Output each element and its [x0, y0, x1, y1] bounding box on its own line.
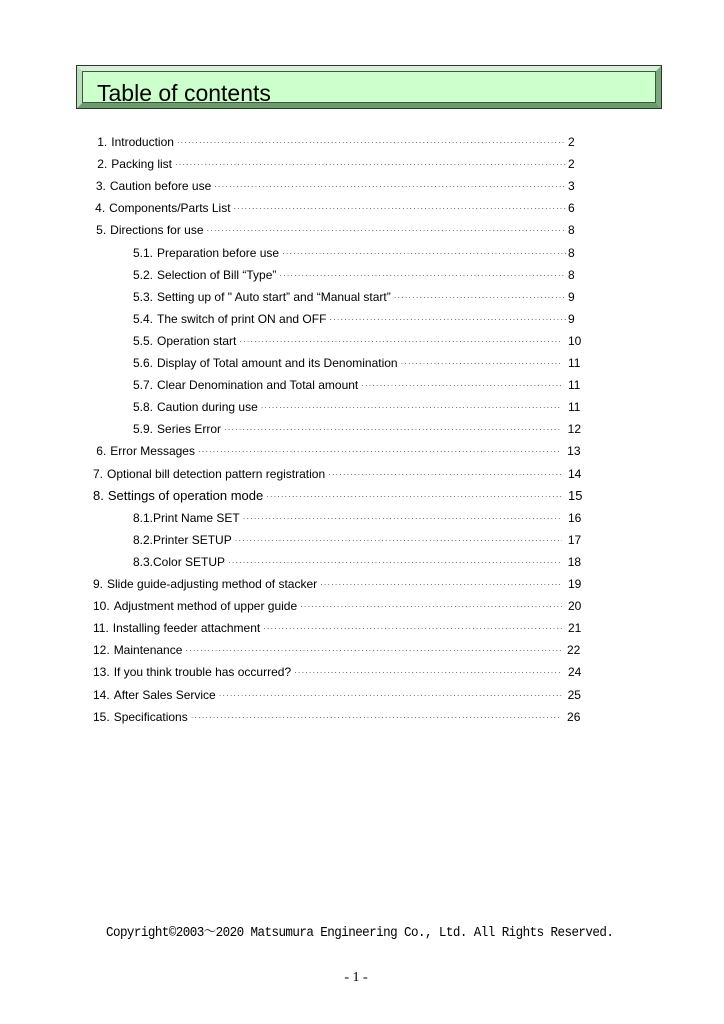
dot-leader [320, 575, 562, 595]
toc-entry-page: 18 [567, 554, 582, 569]
toc-entry-page: 8 [568, 267, 575, 282]
toc-entry-number: 14. [93, 687, 110, 702]
dot-leader [235, 531, 562, 551]
toc-entry-number: 8.1. [133, 510, 154, 525]
dot-leader [243, 509, 562, 529]
toc-entry-label: Caution before use [109, 179, 212, 194]
toc-entry-page: 11 [568, 356, 581, 370]
toc-entry-number: 8.2. [133, 532, 154, 547]
toc-entry[interactable] [93, 176, 574, 196]
dot-leader [329, 310, 566, 330]
toc-entry-label: Adjustment method of upper guide [113, 599, 298, 614]
toc-entry-page: 17 [567, 532, 582, 547]
toc-entry[interactable] [93, 618, 582, 638]
toc-entry[interactable] [93, 486, 583, 506]
toc-entry-label: Specifications [113, 709, 188, 724]
toc-entry-label: Setting up of " Auto start” and “Manual start” [157, 289, 391, 304]
toc-entry[interactable] [93, 132, 574, 152]
toc-entry-number: 5. [96, 223, 107, 238]
toc-entry[interactable] [133, 243, 574, 263]
dot-leader [328, 465, 562, 485]
toc-entry-number: 5.8. [133, 400, 154, 415]
toc-entry-label: Error Messages [110, 444, 195, 459]
toc-entry-page: 8 [568, 223, 575, 238]
toc-entry-number: 9. [93, 577, 104, 591]
toc-entry-page: 8 [568, 245, 575, 260]
toc-entry-number: 5.3. [133, 289, 154, 304]
title-inner-panel [82, 71, 656, 106]
dot-leader [266, 487, 562, 507]
toc-entry-page: 25 [567, 687, 581, 702]
toc-entry[interactable] [133, 397, 581, 417]
toc-entry[interactable] [93, 640, 581, 660]
toc-entry-page: 15 [567, 487, 583, 503]
dot-leader [224, 420, 562, 440]
toc-entry-page: 12 [567, 422, 582, 437]
toc-entry-number: 15. [93, 709, 110, 724]
toc-entry-page: 2 [568, 135, 575, 149]
toc-entry-label: Operation start [157, 333, 237, 348]
dot-leader [198, 442, 561, 462]
toc-entry-page: 9 [568, 311, 575, 326]
toc-entry-number: 5.1. [133, 245, 154, 260]
toc-entry[interactable] [133, 508, 582, 528]
toc-entry-number: 11. [93, 621, 109, 636]
toc-entry-page: 21 [568, 621, 582, 636]
toc-entry[interactable] [133, 530, 582, 550]
toc-entry-number: 5.4. [133, 311, 154, 326]
toc-entry[interactable] [93, 464, 582, 484]
toc-entry-label: Series Error [157, 422, 222, 437]
toc-entry-page: 6 [568, 201, 575, 216]
toc-entry-number: 5.7. [133, 378, 154, 393]
toc-entry[interactable] [93, 662, 582, 682]
dot-leader [219, 686, 562, 706]
toc-entry-label: Display of Total amount and its Denomination [157, 356, 398, 370]
toc-entry-page: 14 [568, 466, 582, 481]
toc-entry[interactable] [93, 220, 574, 240]
toc-entry-number: 10. [93, 599, 110, 614]
toc-entry-page: 26 [567, 709, 581, 724]
toc-entry-label: Slide guide-adjusting method of stacker [107, 577, 318, 591]
toc-entry-number: 12. [93, 643, 110, 658]
dot-leader [207, 221, 566, 241]
toc-entry-number: 5.2. [133, 267, 154, 282]
toc-entry[interactable] [93, 441, 581, 461]
toc-entry-number: 13. [93, 665, 110, 680]
toc-entry-label: Caution during use [157, 400, 258, 415]
toc-entry[interactable] [133, 287, 574, 307]
dot-leader [401, 354, 562, 374]
toc-entry-label: Print Name SET [153, 510, 240, 525]
toc-entry[interactable] [93, 574, 582, 594]
toc-entry-page: 3 [568, 179, 575, 194]
toc-entry-number: 5.9. [133, 422, 154, 437]
toc-entry-label: If you think trouble has occurred? [113, 665, 292, 680]
toc-entry[interactable] [133, 309, 574, 329]
toc-entry-label: Color SETUP [153, 554, 226, 569]
toc-entry[interactable] [133, 375, 581, 395]
dot-leader [177, 133, 566, 153]
dot-leader [191, 708, 561, 728]
toc-entry-page: 20 [568, 599, 582, 614]
dot-leader [261, 398, 562, 418]
toc-entry-page: 11 [568, 378, 581, 393]
toc-entry[interactable] [133, 353, 581, 373]
toc-entry[interactable] [93, 707, 581, 727]
toc-entry-page: 13 [567, 444, 581, 459]
dot-leader [294, 663, 562, 683]
dot-leader [282, 244, 566, 264]
toc-entry-number: 8. [93, 487, 104, 503]
toc-entry-number: 4. [95, 201, 106, 216]
toc-entry-page: 24 [568, 665, 582, 680]
toc-entry-label: Packing list [111, 157, 172, 172]
toc-entry-number: 2. [97, 157, 108, 172]
toc-entry-label: Components/Parts List [109, 201, 231, 216]
dot-leader [263, 619, 562, 639]
toc-entry-number: 6. [96, 444, 107, 459]
dot-leader [361, 376, 562, 396]
toc-entry-page: 10 [567, 333, 582, 348]
toc-entry[interactable] [93, 198, 574, 218]
toc-entry-label: Introduction [111, 135, 174, 149]
toc-entry[interactable] [133, 419, 582, 439]
toc-entry-label: Maintenance [113, 643, 183, 658]
toc-entry-number: 1. [97, 135, 108, 149]
toc-entry-label: The switch of print ON and OFF [157, 311, 327, 326]
toc-entry[interactable] [93, 596, 582, 616]
copyright-notice: Copyright©2003～2020 Matsumura Engineering Co., Ltd. All Rights Reserved. [106, 926, 614, 941]
toc-entry-label: Optional bill detection pattern registration [107, 466, 326, 481]
toc-entry-page: 22 [566, 643, 581, 658]
toc-entry[interactable] [93, 154, 574, 174]
dot-leader [279, 266, 566, 286]
toc-entry-label: Settings of operation mode [107, 487, 264, 503]
page-title: Table of contents [97, 80, 271, 106]
dot-leader [234, 199, 566, 219]
toc-entry-label: Selection of Bill “Type” [157, 267, 277, 282]
toc-entry-number: 7. [93, 466, 104, 481]
toc-entry-number: 5.6. [133, 356, 154, 370]
toc-entry-page: 16 [568, 510, 582, 525]
toc-entry-label: Directions for use [110, 223, 204, 238]
toc-entry-label: Printer SETUP [153, 532, 232, 547]
dot-leader [300, 597, 562, 617]
dot-leader [175, 155, 566, 175]
dot-leader [228, 553, 562, 573]
toc-entry-page: 9 [568, 289, 575, 304]
dot-leader [239, 332, 562, 352]
toc-entry[interactable] [133, 331, 582, 351]
toc-entry-label: Clear Denomination and Total amount [157, 378, 359, 393]
toc-entry-number: 5.5. [133, 333, 154, 348]
toc-entry-label: After Sales Service [113, 687, 216, 702]
toc-entry-label: Installing feeder attachment [112, 621, 261, 636]
page-number: - 1 - [344, 970, 368, 985]
dot-leader [214, 177, 566, 197]
bevel-right [656, 66, 661, 108]
dot-leader [394, 288, 566, 308]
toc-entry-label: Preparation before use [157, 245, 280, 260]
dot-leader [185, 641, 561, 661]
toc-entry-number: 8.3. [133, 554, 154, 569]
toc-title-box [76, 65, 662, 109]
toc-entry[interactable] [93, 685, 581, 705]
toc-entry-number: 3. [95, 179, 106, 194]
toc-entry[interactable] [133, 265, 574, 285]
toc-entry-page: 19 [568, 577, 582, 591]
toc-entry-page: 2 [568, 157, 575, 172]
toc-entry-page: 11 [568, 400, 581, 415]
toc-entry[interactable] [133, 552, 582, 572]
